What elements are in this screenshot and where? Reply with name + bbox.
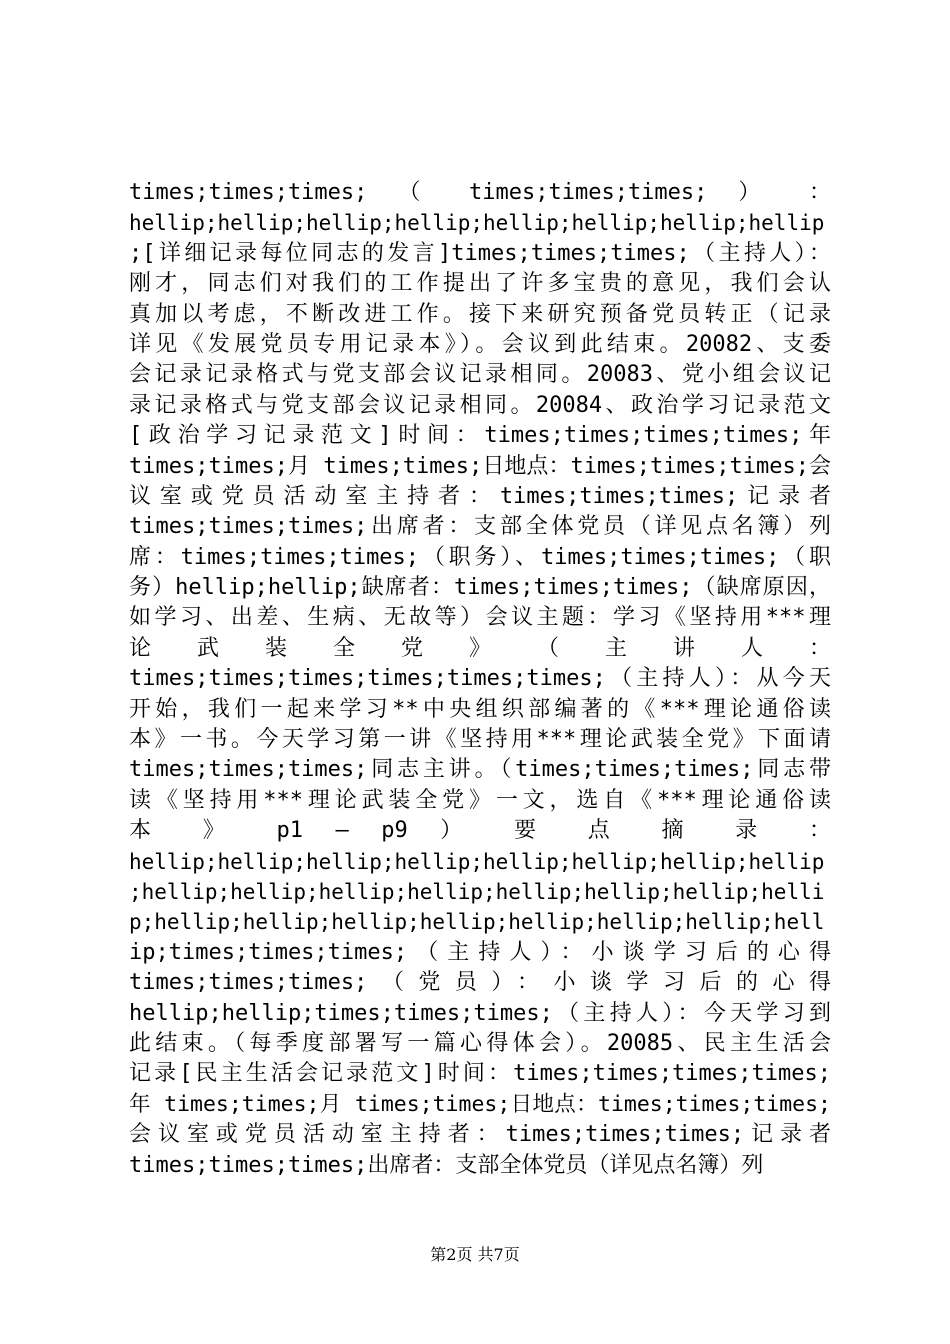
text-line: 刚才，同志们对我们的工作提出了许多宝贵的意见，我们会认	[129, 271, 831, 297]
text-line: ;[详细记录每位同志的发言]times;times;times;（主持人）：	[129, 240, 831, 266]
text-line: times;times;times;同志主讲。（times;times;times;同志带	[129, 757, 831, 783]
text-line: p;hellip;hellip;hellip;hellip;hellip;hellip;hellip;hell	[129, 910, 825, 935]
text-line: [政治学习记录范文]时间：times;times;times;times;年	[129, 423, 831, 449]
text-line: 录记录格式与党支部会议记录相同。20084、政治学习记录范文	[129, 392, 831, 418]
text-line: times;times;times;出席者：支部全体党员（详见点名簿）列	[129, 514, 831, 540]
text-line: 务）hellip;hellip;缺席者：times;times;times;（缺席原因，	[129, 575, 831, 601]
document-body	[129, 178, 831, 1181]
text-line: times;times;times;times;times;times;（主持人）：从今天	[129, 666, 831, 692]
text-line: 本 》 p1 — p9 ） 要 点 摘 录 ：	[129, 818, 831, 844]
text-line: ;hellip;hellip;hellip;hellip;hellip;hellip;hellip;helli	[129, 879, 825, 904]
text-line: 真加以考虑，不断改进工作。接下来研究预备党员转正（记录	[129, 301, 831, 327]
text-line: 论 武 装 全 党 》 （ 主 讲 人 ：	[129, 635, 831, 661]
page-footer: 第2页 共7页	[430, 1245, 520, 1264]
text-line: 此结束。（每季度部署写一篇心得体会）。20085、民主生活会	[129, 1030, 831, 1056]
text-line: 记录[民主生活会记录范文]时间：times;times;times;times;	[129, 1061, 831, 1087]
text-line: hellip;hellip;times;times;times;（主持人）：今天学习到	[129, 1000, 831, 1026]
text-line: 年 times;times;月 times;times;日地点：times;times;times;	[129, 1091, 831, 1117]
text-line: hellip;hellip;hellip;hellip;hellip;hellip;hellip;hellip	[129, 849, 825, 874]
text-line: ip;times;times;times;（主持人）：小谈学习后的心得	[129, 939, 831, 965]
text-line: 详见《发展党员专用记录本》）。会议到此结束。20082、支委	[129, 331, 831, 357]
text-line: 开始，我们一起来学习**中央组织部编著的《***理论通俗读	[129, 696, 831, 722]
text-line: 会议室或党员活动室主持者：times;times;times;记录者	[129, 1122, 831, 1148]
text-line: times;times;times; （ times;times;times; ） ：	[129, 180, 831, 205]
text-line: times;times;月 times;times;日地点：times;times;times;会	[129, 453, 831, 479]
text-line: 会记录记录格式与党支部会议记录相同。20083、党小组会议记	[129, 362, 831, 388]
text-line: hellip;hellip;hellip;hellip;hellip;hellip;hellip;hellip	[129, 211, 825, 236]
text-line: 席：times;times;times;（职务）、times;times;times;（职	[129, 544, 831, 570]
text-line: 本》一书。今天学习第一讲《坚持用***理论武装全党》下面请	[129, 727, 831, 753]
text-line: 议室或党员活动室主持者：times;times;times;记录者	[129, 483, 831, 509]
text-line: times;times;times;（党员）：小谈学习后的心得	[129, 970, 831, 996]
text-line: times;times;times;出席者：支部全体党员（详见点名簿）列	[129, 1152, 764, 1178]
text-line: 如学习、出差、生病、无故等）会议主题：学习《坚持用***理	[129, 605, 831, 631]
text-line: 读《坚持用***理论武装全党》一文，选自《***理论通俗读	[129, 787, 831, 813]
